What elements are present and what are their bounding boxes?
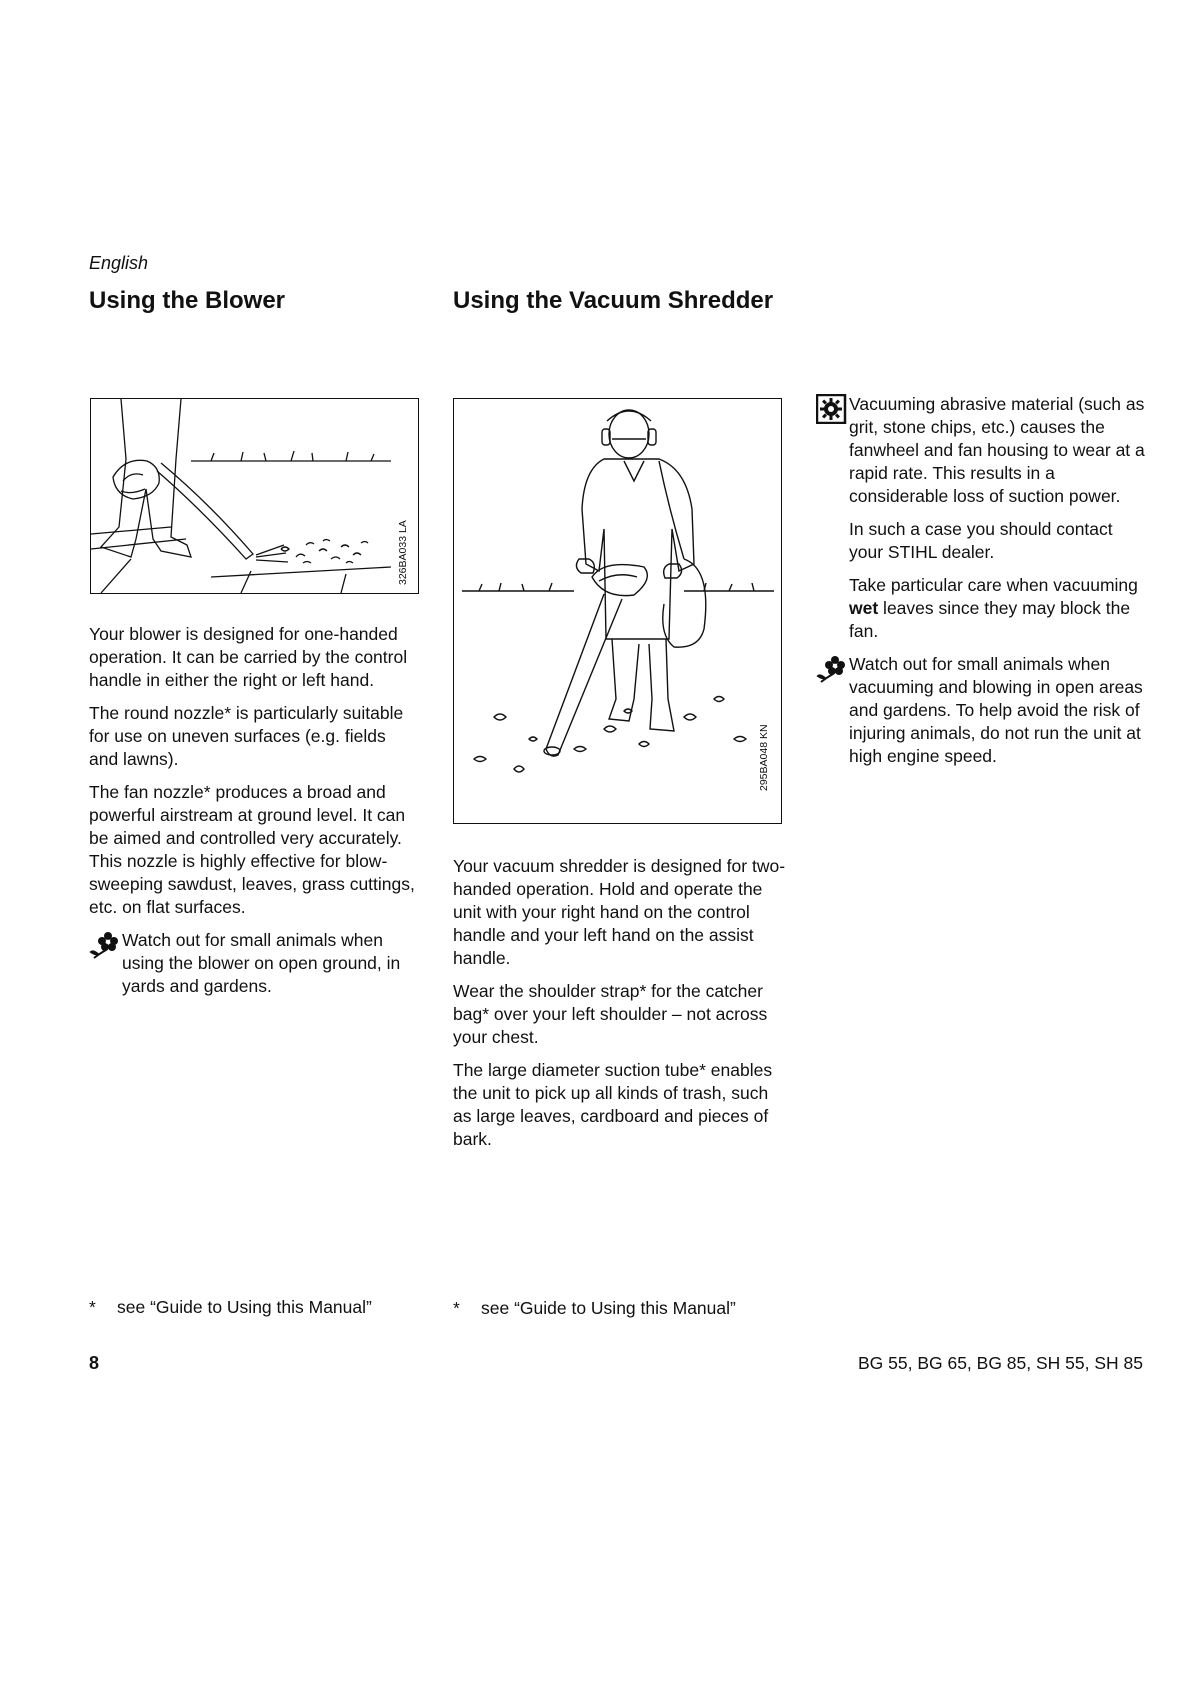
shredder-paragraph-1: Your vacuum shredder is designed for two-handed operation. Hold and operate the unit with your right hand on the control handle and your left hand on the assist handle. xyxy=(453,856,786,968)
figure-code-shredder: 295BA048 KN xyxy=(758,724,770,791)
abrasive-caution-text: Vacuuming abrasive material (such as grit, stone chips, etc.) causes the fanwheel and fan housing to wear at a rapid rate. This results in a considerable loss of suction power. xyxy=(849,394,1145,506)
wet-leaves-text-end: leaves since they may block the fan. xyxy=(849,598,1131,641)
shredder-paragraph-2: Wear the shoulder strap* for the catcher bag* over your left shoulder – not across your chest. xyxy=(453,981,768,1047)
blower-text xyxy=(89,623,419,998)
contact-dealer-paragraph: In such a case you should contact your STIHL dealer. xyxy=(849,519,1113,562)
blower-paragraph-3: The fan nozzle* produces a broad and powerful airstream at ground level. It can be aimed and controlled very accurately. This nozzle is highly effective for blow-sweeping sawdust, leaves, grass cuttings, etc. on flat surfaces. xyxy=(89,782,415,917)
footnote-text: see “Guide to Using this Manual” xyxy=(117,1297,372,1317)
wet-emphasis: wet xyxy=(849,598,879,618)
model-list: BG 55, BG 65, BG 85, SH 55, SH 85 xyxy=(857,1353,1143,1373)
section-title-blower: Using the Blower xyxy=(89,287,286,314)
gear-caution-icon xyxy=(816,394,849,424)
blower-animal-note-text: Watch out for small animals when using the blower on open ground, in yards and gardens. xyxy=(122,930,401,996)
shredder-paragraph-3: The large diameter suction tube* enables the unit to pick up all kinds of trash, such as large leaves, cardboard and pieces of bark. xyxy=(453,1060,773,1149)
footnote-text: see “Guide to Using this Manual” xyxy=(481,1298,736,1318)
footnote-mark: * xyxy=(453,1298,460,1318)
wet-leaves-text-start: Take particular care when vacuuming xyxy=(849,575,1138,595)
section-title-vacuum-shredder: Using the Vacuum Shredder xyxy=(453,287,774,314)
blower-paragraph-1: Your blower is designed for one-handed operation. It can be carried by the control handle in either the right or left hand. xyxy=(89,624,408,690)
shredder-animal-note-text: Watch out for small animals when vacuuming and blowing in open areas and gardens. To help avoid the risk of injuring animals, do not run the unit at high engine speed. xyxy=(849,654,1143,766)
blower-animal-note xyxy=(89,929,419,998)
footnote-mark: * xyxy=(89,1297,96,1317)
wet-leaves-paragraph xyxy=(816,574,1146,643)
blower-illustration xyxy=(90,398,419,594)
vacuum-shredder-illustration xyxy=(453,398,782,824)
abrasive-caution xyxy=(816,393,1146,508)
shredder-notes xyxy=(816,393,1146,768)
shredder-text xyxy=(453,855,786,1161)
blower-paragraph-2: The round nozzle* is particularly suitable for use on uneven surfaces (e.g. fields and lawns). xyxy=(89,703,404,769)
flower-icon xyxy=(89,930,122,960)
language-label: English xyxy=(89,253,149,273)
page-number: 8 xyxy=(89,1353,100,1373)
footnote-middle xyxy=(453,1298,736,1319)
footnote-left xyxy=(89,1297,372,1318)
flower-icon xyxy=(816,654,849,684)
figure-code-blower: 326BA033 LA xyxy=(397,520,409,585)
vacuum-shredder-drawing xyxy=(454,399,781,823)
blower-drawing xyxy=(91,399,418,593)
shredder-animal-note xyxy=(816,653,1146,768)
